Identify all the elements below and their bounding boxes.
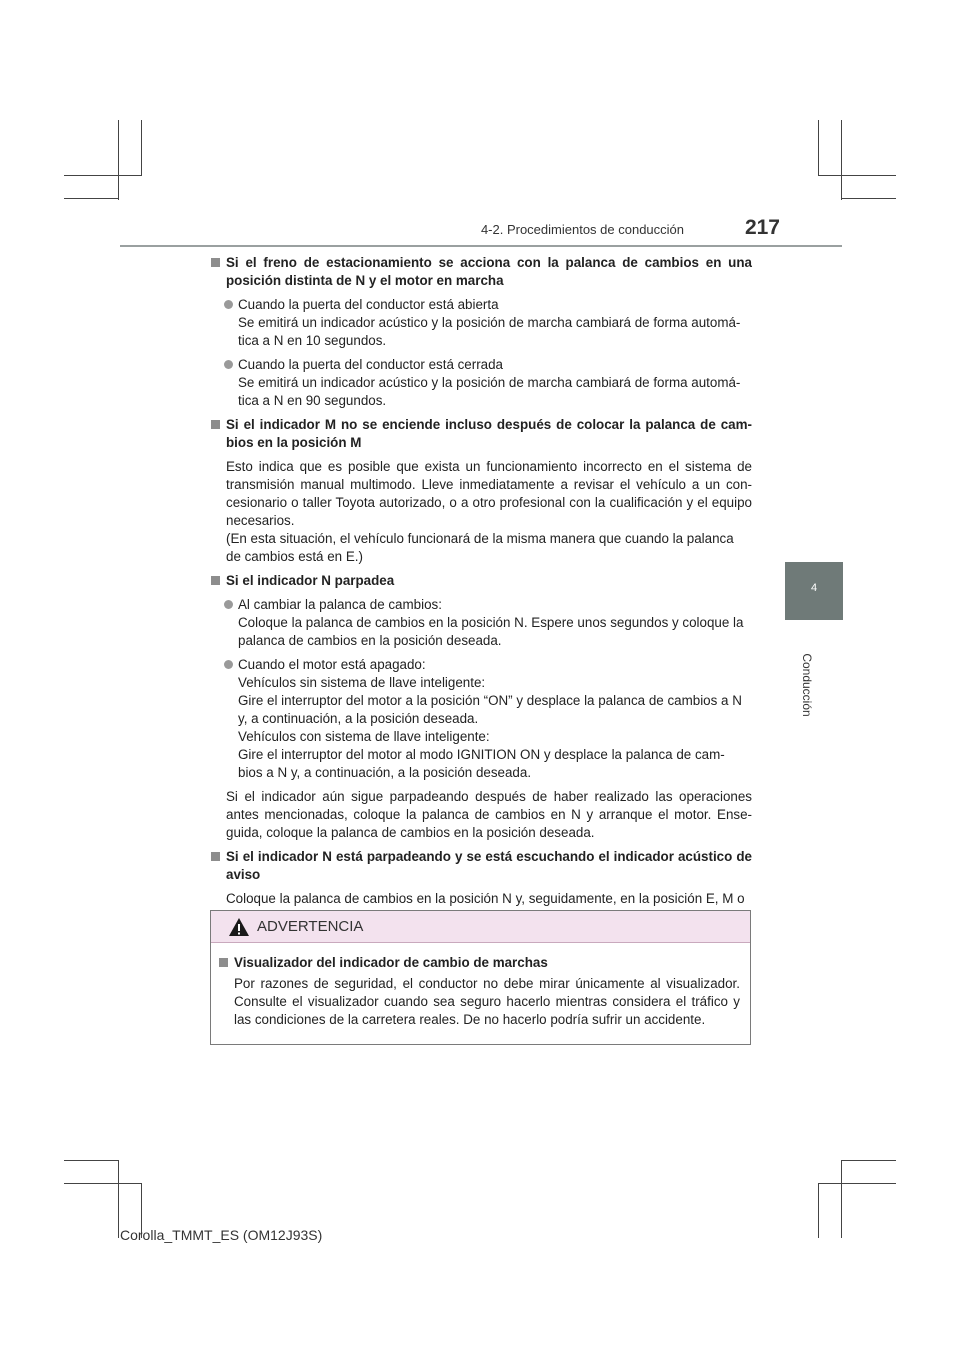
crop-mark xyxy=(118,120,119,200)
crop-mark xyxy=(841,198,896,199)
warning-body xyxy=(211,943,750,1029)
square-bullet-icon xyxy=(219,958,228,967)
crop-mark xyxy=(818,120,819,176)
warning-box xyxy=(210,910,751,1045)
paragraph: Esto indica que es posible que exista un funcionamiento incorrecto en el sistema de transmisión manual multimodo. Lleve inmediatamente a revisar el vehículo a un con- cesionario o taller Toyota autorizado, o a otro profesional con la cualificación y el equipo necesarios. (En esta situación, el vehículo funcionará de la misma manera que cuando la palanca de cambios está en E.) xyxy=(226,459,752,564)
square-bullet-icon xyxy=(211,420,220,429)
paragraph: Coloque la palanca de cambios en la posición N y, seguidamente, en la posición E, M o xyxy=(226,891,745,906)
list-item: Al cambiar la palanca de cambios: Coloque la palanca de cambios en la posición N. Espere unos segundos y coloque la palanca de cambios en la posición deseada. xyxy=(211,596,752,650)
crop-mark xyxy=(64,175,142,176)
list-item: Cuando el motor está apagado: Vehículos sin sistema de llave inteligente: Gire el interruptor del motor a la posición “ON” y desplace la palanca de cambios a N y, a continuación, a la posición deseada. Vehículos con sistema de llave inteligente: Gire el interruptor del motor al modo IGNITION ON y desplace la palanca de cam- bios a N y, a continuación, a la posición deseada. xyxy=(211,656,752,782)
crop-mark xyxy=(64,1160,119,1161)
section-heading: Si el indicador M no se enciende incluso después de colocar la palanca de cam- bios en la posición M xyxy=(211,416,752,452)
chapter-label xyxy=(772,630,842,740)
crop-mark xyxy=(841,1160,842,1238)
list-item: Cuando la puerta del conductor está abierta Se emitirá un indicador acústico y la posición de marcha cambiará de forma automá- tica a N en 10 segundos. xyxy=(211,296,752,350)
header-rule xyxy=(120,245,842,247)
main-content xyxy=(211,254,752,932)
section-title: 4-2. Procedimientos de conducción xyxy=(480,222,684,237)
crop-mark xyxy=(818,175,896,176)
page-footer: Corolla_TMMT_ES (OM12J93S) xyxy=(120,1227,323,1243)
circle-bullet-icon xyxy=(224,600,233,609)
circle-bullet-icon xyxy=(224,360,233,369)
section-heading: Si el indicador N parpadea xyxy=(211,572,752,590)
section-heading: Si el indicador N está parpadeando y se está escuchando el indicador acústico de aviso xyxy=(211,848,752,884)
chapter-label-text: Conducción xyxy=(800,653,814,717)
square-bullet-icon xyxy=(211,258,220,267)
crop-mark xyxy=(841,1160,896,1161)
circle-bullet-icon xyxy=(224,300,233,309)
page-number: 217 xyxy=(744,216,780,239)
paragraph: Si el indicador aún sigue parpadeando después de haber realizado las operaciones antes mencionadas, coloque la palanca de cambios en N y arranque el motor. Ense- guida, coloque la palanca de cambios en la posición deseada. xyxy=(226,789,752,840)
square-bullet-icon xyxy=(211,576,220,585)
page-header xyxy=(120,212,842,246)
crop-mark xyxy=(818,1183,819,1238)
circle-bullet-icon xyxy=(224,660,233,669)
warning-heading: Visualizador del indicador de cambio de marchas xyxy=(219,954,740,972)
chapter-number: 4 xyxy=(810,582,818,594)
crop-mark xyxy=(64,1183,142,1184)
warning-text: Por razones de seguridad, el conductor no debe mirar únicamente al visualizador. Consulte el visualizador cuando sea seguro hacerlo mientras considera el tráfico y las condiciones de la carretera reales. De no hacerlo podría sufrir un accidente. xyxy=(234,976,740,1027)
crop-mark xyxy=(118,1160,119,1238)
square-bullet-icon xyxy=(211,852,220,861)
warning-triangle-icon xyxy=(228,917,250,937)
section-heading: Si el freno de estacionamiento se acciona con la palanca de cambios en una posición distinta de N y el motor en marcha xyxy=(211,254,752,290)
crop-mark xyxy=(818,1183,896,1184)
list-item: Cuando la puerta del conductor está cerrada Se emitirá un indicador acústico y la posición de marcha cambiará de forma automá- tica a N en 90 segundos. xyxy=(211,356,752,410)
crop-mark xyxy=(141,120,142,176)
warning-label: ADVERTENCIA xyxy=(257,918,364,935)
crop-mark xyxy=(64,198,119,199)
warning-header xyxy=(211,911,750,943)
chapter-tab xyxy=(785,562,843,620)
crop-mark xyxy=(841,120,842,200)
